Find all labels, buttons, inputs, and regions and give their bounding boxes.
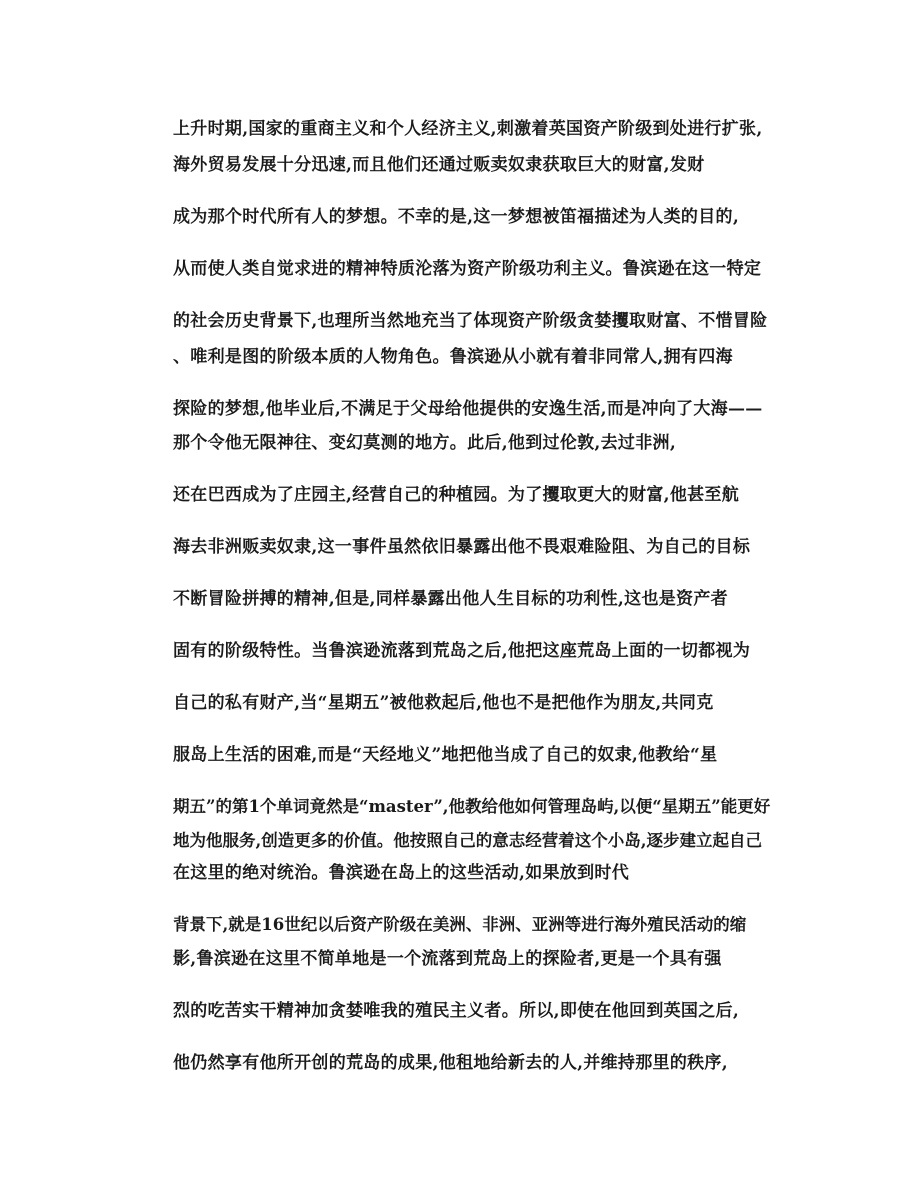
text-line: 还在巴西成为了庄园主,经营自己的种植园。为了攫取更大的财富,他甚至航 bbox=[173, 485, 740, 505]
text-line: 探险的梦想,他毕业后,不满足于父母给他提供的安逸生活,而是冲向了大海—— bbox=[173, 399, 763, 419]
text-line: 影,鲁滨逊在这里不简单地是一个流落到荒岛上的探险者,更是一个具有强 bbox=[173, 949, 722, 969]
text-line: 自己的私有财产,当“星期五”被他救起后,他也不是把他作为朋友,共同克 bbox=[173, 693, 714, 713]
text-line: 烈的吃苦实干精神加贪婪唯我的殖民主义者。所以,即使在他回到英国之后, bbox=[173, 1001, 740, 1021]
text-line: 地为他服务,创造更多的价值。他按照自己的意志经营着这个小岛,逐步建立起自己 bbox=[173, 831, 762, 850]
text-line: 在这里的绝对统治。鲁滨逊在岛上的这些活动,如果放到时代 bbox=[173, 863, 630, 883]
text-line: 海外贸易发展十分迅速,而且他们还通过贩卖奴隶获取巨大的财富,发财 bbox=[173, 155, 705, 175]
text-line: 的社会历史背景下,也理所当然地充当了体现资产阶级贪婪攫取财富、不惜冒险 bbox=[173, 311, 768, 331]
text-line: 成为那个时代所有人的梦想。不幸的是,这一梦想被笛福描述为人类的目的, bbox=[173, 207, 740, 227]
text-line: 固有的阶级特性。当鲁滨逊流落到荒岛之后,他把这座荒岛上面的一切都视为 bbox=[173, 641, 751, 661]
text-line: 那个令他无限神往、变幻莫测的地方。此后,他到过伦敦,去过非洲, bbox=[173, 433, 677, 453]
text-line: 、唯利是图的阶级本质的人物角色。鲁滨逊从小就有着非同常人,拥有四海 bbox=[173, 347, 733, 367]
text-line: 海去非洲贩卖奴隶,这一事件虽然依旧暴露出他不畏艰难险阻、为自己的目标 bbox=[173, 537, 751, 557]
text-line: 上升时期,国家的重商主义和个人经济主义,刺激着英国资产阶级到处进行扩张, bbox=[173, 119, 763, 139]
text-line: 从而使人类自觉求进的精神特质沦落为资产阶级功利主义。鲁滨逊在这一特定 bbox=[173, 259, 762, 279]
text-line: 期五”的第1个单词竟然是“master”,他教给他如何管理岛屿,以便“星期五”能更好 bbox=[173, 797, 771, 816]
text-line: 背景下,就是16世纪以后资产阶级在美洲、非洲、亚洲等进行海外殖民活动的缩 bbox=[173, 915, 747, 934]
text-line: 他仍然享有他所开创的荒岛的成果,他租地给新去的人,并维持那里的秩序, bbox=[173, 1053, 728, 1073]
text-line: 不断冒险拼搏的精神,但是,同样暴露出他人生目标的功利性,这也是资产者 bbox=[173, 589, 728, 609]
text-line: 服岛上生活的困难,而是“天经地义”地把他当成了自己的奴隶,他教给“星 bbox=[173, 745, 718, 765]
